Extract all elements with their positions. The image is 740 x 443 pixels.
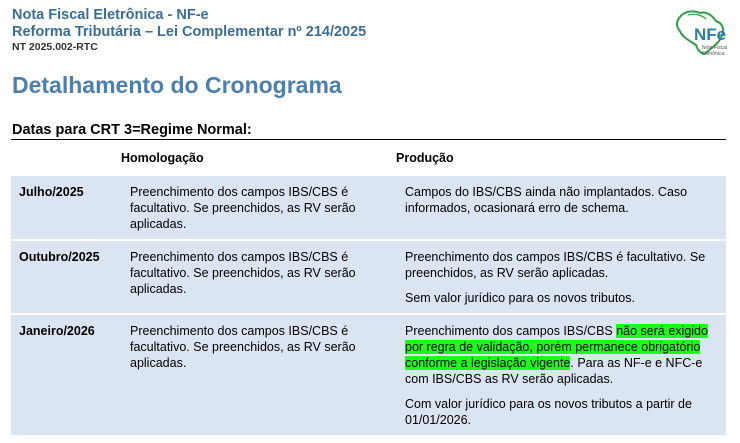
header-line-1: Nota Fiscal Eletrônica - NF-e	[12, 7, 209, 23]
producao-text: Preenchimento dos campos IBS/CBS é facultativo. Se preenchidos, as RV serão aplicadas.	[405, 250, 706, 280]
brazil-map-icon	[672, 7, 730, 59]
row-producao	[396, 314, 726, 435]
row-date: Outubro/2025	[11, 240, 121, 314]
row-homologacao: Preenchimento dos campos IBS/CBS é facultativo. Se preenchidos, as RV serão aplicadas.	[121, 175, 396, 240]
header-line-2: Reforma Tributária – Lei Complementar nº 214/2025	[12, 24, 367, 40]
row-homologacao: Preenchimento dos campos IBS/CBS é facultativo. Se preenchidos, as RV serão aplicadas.	[121, 314, 396, 435]
logo-subtext-1: Nota Fiscal	[702, 45, 728, 51]
row-producao	[396, 175, 726, 240]
section-title: Datas para CRT 3=Regime Normal:	[12, 122, 252, 138]
header-line-3: NT 2025.002-RTC	[12, 41, 98, 53]
page-title: Detalhamento do Cronograma	[12, 72, 342, 98]
producao-text-end: . Para as NF-e e NFC-e com IBS/CBS as RV serão aplicadas.	[405, 356, 703, 386]
row-producao	[396, 240, 726, 314]
table-row	[11, 240, 726, 314]
row-date: Julho/2025	[11, 175, 121, 240]
row-date: Janeiro/2026	[11, 314, 121, 435]
producao-note: Sem valor jurídico para os novos tributos.	[405, 291, 635, 305]
table-row	[11, 314, 726, 435]
producao-text-start: Preenchimento dos campos IBS/CBS	[405, 324, 617, 338]
header-cell-producao: Produção	[396, 140, 726, 176]
table-header-row	[11, 140, 726, 176]
producao-text	[405, 323, 714, 387]
header-cell-date	[11, 140, 121, 176]
logo-text: NFe	[694, 25, 727, 44]
highlighted-text: não será exigido por regra de validação, porém permanece obrigatório conforme a legislação vigente	[405, 324, 708, 370]
producao-text: Campos do IBS/CBS ainda não implantados. Caso informados, ocasionará erro de schema.	[405, 185, 688, 215]
table-row	[11, 175, 726, 240]
header-cell-homologacao: Homologação	[121, 140, 396, 176]
document-header	[12, 7, 366, 54]
schedule-table	[11, 139, 726, 435]
nfe-logo	[672, 7, 730, 59]
logo-subtext-2: Eletrônica	[702, 51, 725, 57]
producao-note: Com valor jurídico para os novos tributos a partir de 01/01/2026.	[405, 397, 692, 427]
row-homologacao: Preenchimento dos campos IBS/CBS é facultativo. Se preenchidos, as RV serão aplicadas.	[121, 240, 396, 314]
